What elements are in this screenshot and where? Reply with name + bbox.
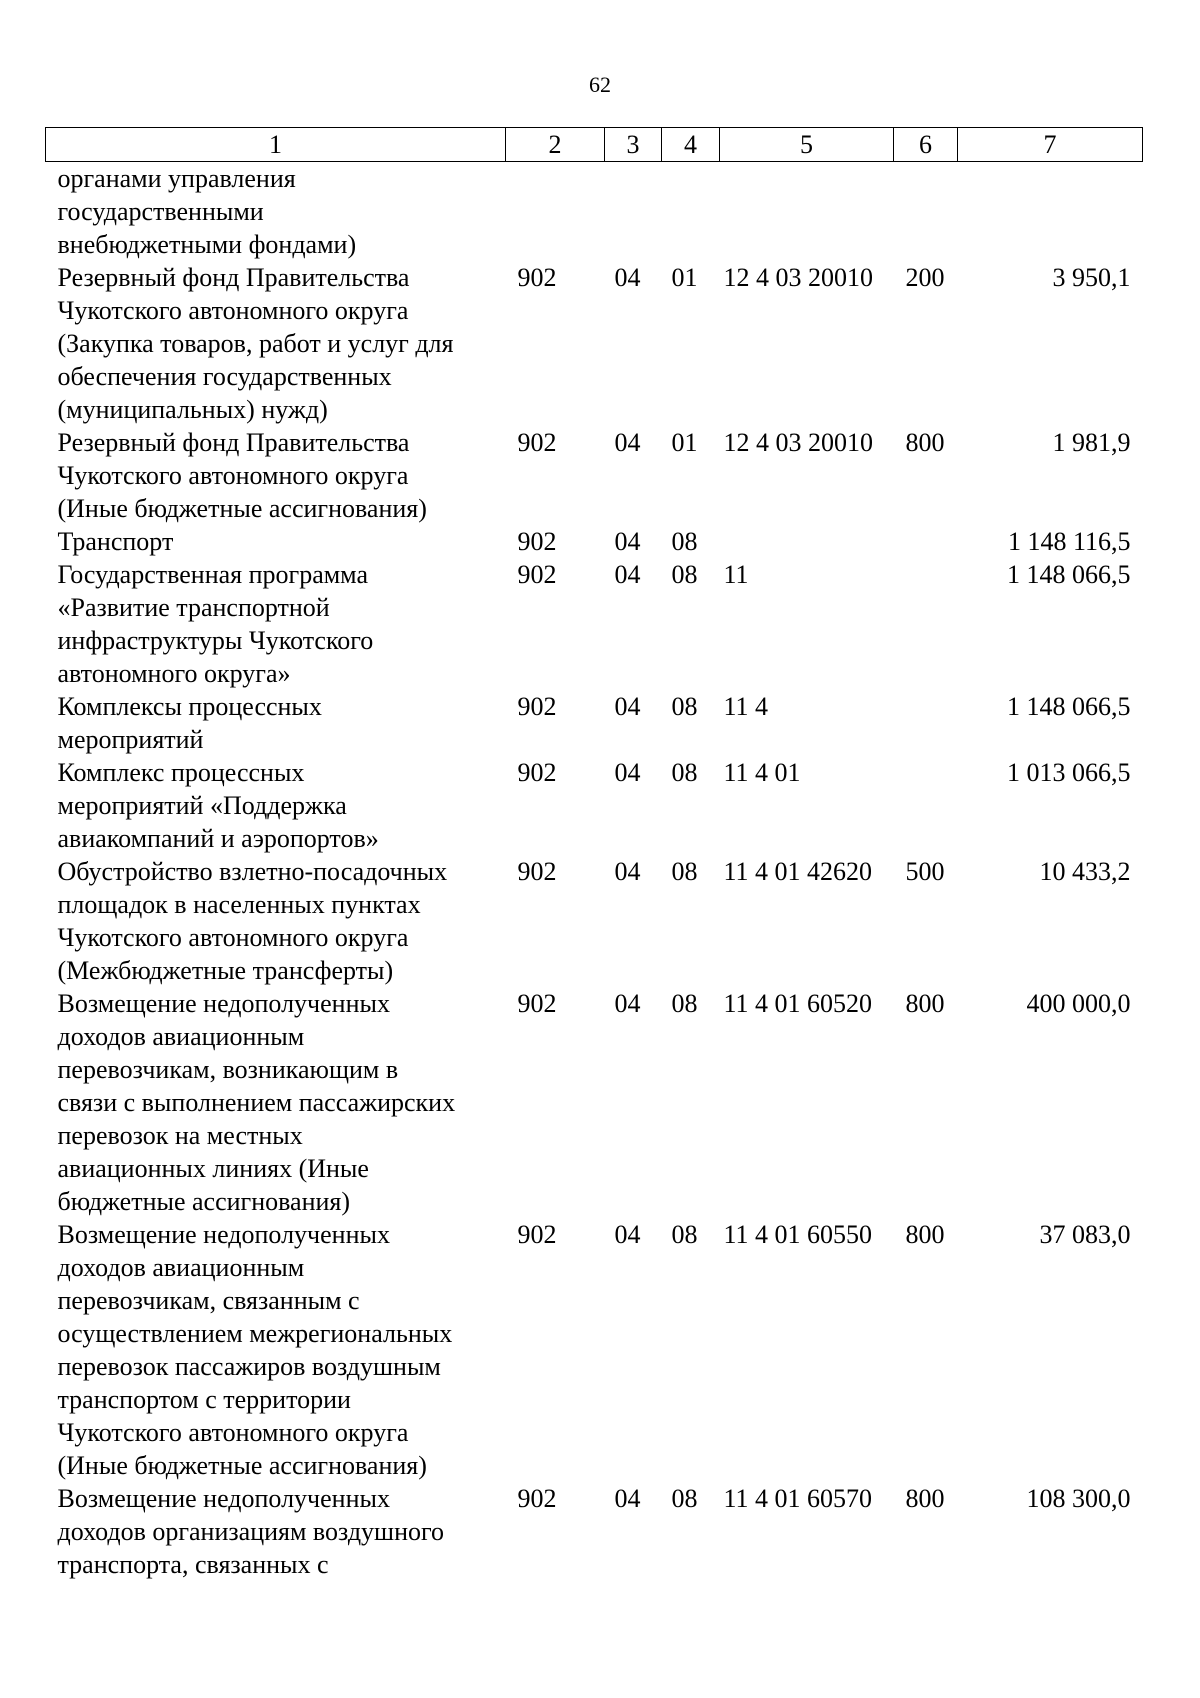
row-vr — [894, 162, 958, 262]
row-section: 04 — [614, 989, 641, 1018]
row-name: Резервный фонд Правительства Чукотского автономного округа (Закупка товаров, работ и услуг для обеспечения государственных (муниципальных) нужд) — [57, 263, 454, 424]
row-amount: 1 148 066,5 — [1007, 692, 1131, 721]
row-amount: 400 000,0 — [1026, 989, 1131, 1018]
row-section: 04 — [614, 758, 641, 787]
row-code: 902 — [517, 857, 557, 886]
row-csr — [720, 162, 894, 262]
row-code: 902 — [517, 758, 557, 787]
row-subsection: 08 — [671, 989, 698, 1018]
row-csr: 12 4 03 20010 — [723, 263, 873, 292]
row-name: Транспорт — [57, 527, 174, 556]
row-section: 04 — [614, 428, 641, 457]
row-subsection: 08 — [671, 527, 698, 556]
table-header — [46, 128, 1143, 162]
row-name: Обустройство взлетно-посадочных площадок в населенных пунктах Чукотского автономного округа (Межбюджетные трансферты) — [57, 857, 448, 985]
row-csr — [720, 525, 894, 558]
row-vr: 800 — [905, 1220, 945, 1249]
header-col-5: 5 — [720, 128, 894, 162]
row-code — [506, 162, 605, 262]
row-amount: 108 300,0 — [1026, 1484, 1131, 1513]
row-code: 902 — [517, 560, 557, 589]
page-number: 62 — [589, 72, 611, 97]
header-col-1: 1 — [46, 128, 506, 162]
row-vr — [894, 558, 958, 690]
row-code: 902 — [517, 428, 557, 457]
row-vr — [894, 525, 958, 558]
row-code: 902 — [517, 989, 557, 1018]
table-row — [46, 690, 1143, 756]
row-vr: 500 — [905, 857, 945, 886]
row-amount: 3 950,1 — [1052, 263, 1131, 292]
row-name: Возмещение недополученных доходов авиационным перевозчикам, связанным с осуществлением межрегиональных перевозок пассажиров воздушным транспортом с территории Чукотского автономного округа (Иные бюджетные ассигнования) — [57, 1220, 453, 1480]
table-row — [46, 426, 1143, 525]
header-col-3: 3 — [605, 128, 662, 162]
header-col-6: 6 — [894, 128, 958, 162]
row-name: Возмещение недополученных доходов авиационным перевозчикам, возникающим в связи с выполнением пассажирских перевозок на местных авиационных линиях (Иные бюджетные ассигнования) — [57, 989, 456, 1216]
row-subsection: 08 — [671, 560, 698, 589]
table-row — [46, 987, 1143, 1218]
row-amount: 10 433,2 — [1039, 857, 1131, 886]
row-section — [605, 162, 662, 262]
row-name: органами управления государственными внебюджетными фондами) — [57, 164, 357, 259]
row-amount: 37 083,0 — [1039, 1220, 1131, 1249]
budget-table — [45, 127, 1143, 1581]
row-code: 902 — [517, 1484, 557, 1513]
row-section: 04 — [614, 1484, 641, 1513]
row-vr: 800 — [905, 428, 945, 457]
row-subsection — [662, 162, 720, 262]
row-subsection: 01 — [671, 428, 698, 457]
row-name: Государственная программа «Развитие транспортной инфраструктуры Чукотского автономного округа» — [57, 560, 374, 688]
row-subsection: 08 — [671, 1220, 698, 1249]
row-csr: 12 4 03 20010 — [723, 428, 873, 457]
table-row — [46, 855, 1143, 987]
row-name: Резервный фонд Правительства Чукотского автономного округа (Иные бюджетные ассигнования) — [57, 428, 427, 523]
row-csr: 11 4 — [723, 692, 769, 721]
row-amount: 1 148 066,5 — [1007, 560, 1131, 589]
table-row — [46, 1218, 1143, 1482]
row-amount: 1 148 116,5 — [1007, 527, 1131, 556]
row-code: 902 — [517, 527, 557, 556]
row-csr: 11 — [723, 560, 749, 589]
table-row — [46, 558, 1143, 690]
row-subsection: 08 — [671, 758, 698, 787]
row-amount: 1 981,9 — [1052, 428, 1131, 457]
table-row — [46, 1482, 1143, 1581]
row-section: 04 — [614, 263, 641, 292]
row-name: Комплекс процессных мероприятий «Поддержка авиакомпаний и аэропортов» — [57, 758, 379, 853]
row-csr: 11 4 01 60570 — [723, 1484, 873, 1513]
row-vr: 800 — [905, 989, 945, 1018]
row-csr: 11 4 01 60550 — [723, 1220, 873, 1249]
row-name: Возмещение недополученных доходов организациям воздушного транспорта, связанных с — [57, 1484, 445, 1579]
row-subsection: 01 — [671, 263, 698, 292]
row-section: 04 — [614, 560, 641, 589]
row-vr — [894, 690, 958, 756]
row-amount — [958, 162, 1143, 262]
row-csr: 11 4 01 — [723, 758, 801, 787]
row-subsection: 08 — [671, 1484, 698, 1513]
row-code: 902 — [517, 692, 557, 721]
row-amount: 1 013 066,5 — [1007, 758, 1131, 787]
table-body — [46, 162, 1143, 1582]
row-section: 04 — [614, 1220, 641, 1249]
row-section: 04 — [614, 857, 641, 886]
header-col-4: 4 — [662, 128, 720, 162]
table-row — [46, 162, 1143, 262]
row-code: 902 — [517, 1220, 557, 1249]
table-row — [46, 756, 1143, 855]
table-row — [46, 525, 1143, 558]
header-row — [46, 128, 1143, 162]
row-subsection: 08 — [671, 857, 698, 886]
row-code: 902 — [517, 263, 557, 292]
row-csr: 11 4 01 60520 — [723, 989, 873, 1018]
row-name: Комплексы процессных мероприятий — [57, 692, 322, 754]
table-row — [46, 261, 1143, 426]
header-col-2: 2 — [506, 128, 605, 162]
row-section: 04 — [614, 527, 641, 556]
row-vr: 200 — [905, 263, 945, 292]
row-subsection: 08 — [671, 692, 698, 721]
row-vr — [894, 756, 958, 855]
row-csr: 11 4 01 42620 — [723, 857, 873, 886]
row-section: 04 — [614, 692, 641, 721]
header-col-7: 7 — [958, 128, 1143, 162]
row-vr: 800 — [905, 1484, 945, 1513]
